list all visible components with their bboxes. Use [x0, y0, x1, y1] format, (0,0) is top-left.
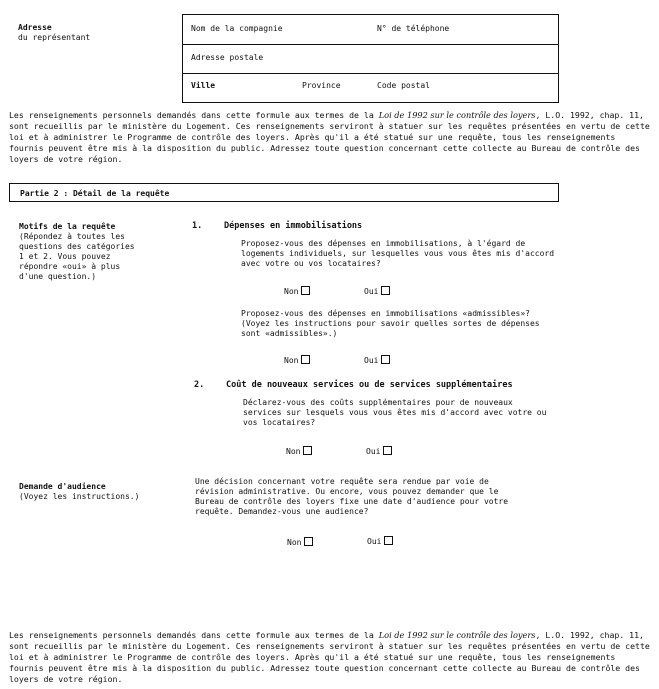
representative-label: [18, 23, 90, 43]
law-name: Loi de 1992 sur le contrôle des loyers: [378, 110, 536, 120]
section1-q1-no-checkbox[interactable]: [301, 286, 310, 295]
part2-header: [9, 183, 559, 202]
hearing-answer-no: [287, 537, 313, 547]
section2-q1-answer-no: [286, 446, 312, 456]
section1-q2-no-checkbox[interactable]: [301, 355, 310, 364]
hearing-answer-yes: [367, 536, 393, 546]
hearing-subtitle: (Voyez les instructions.): [19, 492, 140, 501]
motifs-instructions: (Répondez à toutes les questions des catégories 1 et 2. Vous pouvez répondre «oui» à plus d'une question.): [19, 232, 135, 281]
section1-q1-answer-yes: [364, 286, 390, 296]
section1-q1-yes-checkbox[interactable]: [381, 286, 390, 295]
motifs-block: [19, 222, 139, 282]
yes-label: Oui: [366, 447, 381, 456]
section1-q2-answer-no: [284, 355, 310, 365]
privacy-text-part2: , L.O. 1992, chap. 11, sont recueillis par le ministère du Logement. Ces renseignements serviront à statuer sur les requêtes présentées en vertu de cette loi et à administrer le Programme de contrôle des loyers. Après qu'il a été statué sur une requête, tous les renseignements fournis peuvent être mis à la disposition du public. Adressez toute question concernant cette collecte au Bureau de contrôle des loyers de votre région.: [9, 630, 650, 684]
section2-q1-no-checkbox[interactable]: [303, 446, 312, 455]
no-label: Non: [284, 356, 299, 365]
divider: [183, 73, 558, 74]
hearing-text: Une décision concernant votre requête sera rendue par voie de révision administrative. Ou encore, vous pouvez demander que le Bureau de contrôle des loyers fixe une date d'audience pour votre requête. Demandez-vous une audience?: [195, 477, 509, 516]
postal-code-field[interactable]: Code postal: [377, 81, 430, 90]
privacy-notice-bottom: [9, 630, 651, 685]
privacy-text-part2: , L.O. 1992, chap. 11, sont recueillis par le ministère du Logement. Ces renseignements serviront à statuer sur les requêtes présentées en vertu de cette loi et à administrer le Programme de contrôle des loyers. Après qu'il a été statué sur une requête, tous les renseignements fournis peuvent être mis à la disposition du public. Adressez toute question concernant cette collecte au Bureau de contrôle des loyers de votre région.: [9, 110, 650, 164]
representative-label-line2: du représentant: [18, 33, 91, 42]
yes-label: Oui: [364, 356, 379, 365]
section1-q2-yes-checkbox[interactable]: [381, 355, 390, 364]
no-label: Non: [287, 538, 302, 547]
law-name: Loi de 1992 sur le contrôle des loyers: [378, 630, 536, 640]
phone-field[interactable]: N° de téléphone: [377, 24, 450, 33]
company-name-field[interactable]: Nom de la compagnie: [191, 24, 283, 33]
province-field[interactable]: Province: [302, 81, 341, 90]
hearing-block: [19, 482, 179, 502]
section1-q1-answer-no: [284, 286, 310, 296]
section1-question1: Proposez-vous des dépenses en immobilisations, à l'égard de logements individuels, sur lesquelles vous vous êtes mis d'accord avec votre ou vos locataires?: [241, 239, 555, 268]
divider: [183, 44, 558, 45]
section2-q1-yes-checkbox[interactable]: [383, 446, 392, 455]
hearing-yes-checkbox[interactable]: [384, 536, 393, 545]
hearing-title: Demande d'audience: [19, 482, 106, 491]
section2-q1-answer-yes: [366, 446, 392, 456]
section1-q2-answer-yes: [364, 355, 390, 365]
privacy-text-part1: Les renseignements personnels demandés dans cette formule aux termes de la: [9, 630, 379, 640]
city-field[interactable]: Ville: [191, 81, 216, 90]
postal-address-field[interactable]: Adresse postale: [191, 53, 264, 62]
section1-title: Dépenses en immobilisations: [224, 221, 363, 231]
privacy-text-part1: Les renseignements personnels demandés dans cette formule aux termes de la: [9, 110, 379, 120]
no-label: Non: [284, 287, 299, 296]
section1-question2: Proposez-vous des dépenses en immobilisations «admissibles»? (Voyez les instructions pour savoir quelles sortes de dépenses sont «admissibles».): [241, 309, 540, 338]
hearing-no-checkbox[interactable]: [304, 537, 313, 546]
section1-number: 1.: [192, 221, 203, 231]
yes-label: Oui: [364, 287, 379, 296]
yes-label: Oui: [367, 537, 382, 546]
representative-address-box: [182, 14, 559, 103]
section2-number: 2.: [194, 380, 205, 390]
motifs-title: Motifs de la requête: [19, 222, 116, 231]
part2-title: Partie 2 : Détail de la requête: [20, 189, 170, 198]
representative-label-line1: Adresse: [18, 23, 52, 32]
no-label: Non: [286, 447, 301, 456]
section2-title: Coût de nouveaux services ou de services supplémentaires: [226, 380, 513, 390]
section2-question1: Déclarez-vous des coûts supplémentaires pour de nouveaux services sur lesquels vous vous êtes mis d'accord avec votre ou vos locataires?: [243, 398, 547, 427]
privacy-notice-top: [9, 110, 651, 165]
